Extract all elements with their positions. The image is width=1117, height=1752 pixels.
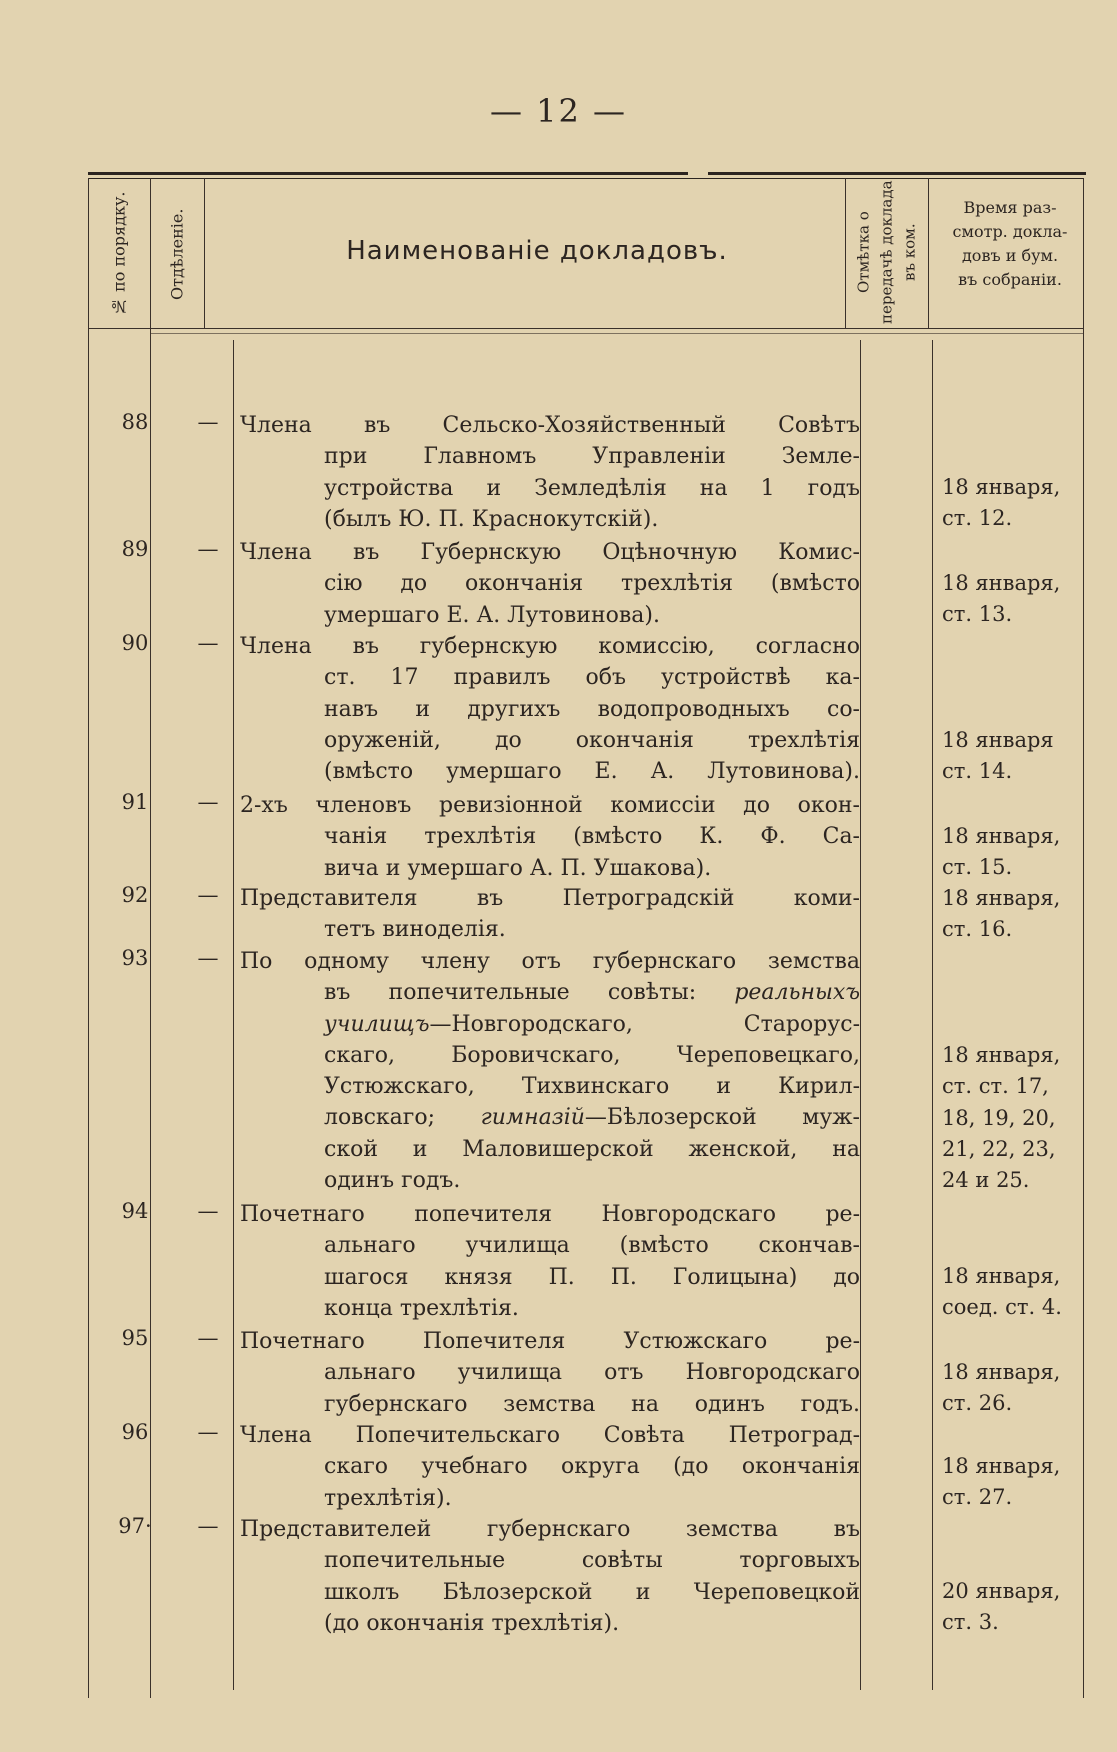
entry-line: 2-хъ членовъ ревизіонной комиссіи до окон- xyxy=(240,793,860,818)
time-line: соед. ст. 4. xyxy=(942,1295,1062,1320)
entry-department: — xyxy=(197,631,219,655)
entry-time xyxy=(942,1357,1092,1420)
entry-line: Представителя въ Петроградскій коми- xyxy=(240,886,860,911)
entry-line: устройства и Земледѣлія на 1 годъ xyxy=(324,475,860,501)
entry-number: 95 xyxy=(121,1326,149,1350)
time-line: 18 января, xyxy=(942,1360,1061,1384)
top-rule-thin xyxy=(88,178,1083,179)
entry-line: умершаго Е. А. Лутовинова). xyxy=(324,602,660,628)
column-divider xyxy=(150,178,151,1698)
entry-line: Устюжскаго, Тихвинскаго и Кирил- xyxy=(324,1074,860,1100)
entry-line: трехлѣтія). xyxy=(324,1485,452,1511)
italic-word: гимназій xyxy=(480,1105,585,1131)
entry-number: 96 xyxy=(121,1420,149,1444)
entry-line: Члена Попечительскаго Совѣта Петроград- xyxy=(240,1423,860,1448)
italic-word: реальныхъ xyxy=(734,980,860,1006)
entry-line: скаго учебнаго округа (до окончанія xyxy=(324,1454,860,1480)
entry-line: чанія трехлѣтія (вмѣсто К. Ф. Са- xyxy=(324,824,860,850)
time-line: ст. 15. xyxy=(942,855,1013,880)
entry-line: (вмѣсто умершаго Е. А. Лутовинова). xyxy=(324,759,860,785)
entry-time xyxy=(942,821,1092,884)
entry-line: навъ и другихъ водопроводныхъ со- xyxy=(324,696,860,722)
time-line: 18 января, xyxy=(942,1454,1061,1478)
time-line: ст. 16. xyxy=(942,917,1013,942)
entry-number: 88 xyxy=(121,410,149,434)
column-divider xyxy=(928,178,929,328)
time-line: 18 января, xyxy=(942,475,1061,499)
entry-line: губернскаго земства на одинъ годъ. xyxy=(324,1391,860,1417)
entry-number: 90 xyxy=(121,631,149,655)
column-divider xyxy=(860,340,861,1690)
time-line: ст. 3. xyxy=(942,1610,999,1635)
time-line: ст. 13. xyxy=(942,602,1013,627)
entry-time xyxy=(942,725,1092,788)
entry-line: тетъ виноделія. xyxy=(324,917,506,943)
time-line: 20 января, xyxy=(942,1579,1061,1603)
header-time-line: въ собраніи. xyxy=(958,270,1062,289)
entry-line: альнаго училища отъ Новгородскаго xyxy=(324,1360,860,1386)
header-title: Наименованіе докладовъ. xyxy=(346,236,728,266)
time-line: 18 января, xyxy=(942,1264,1061,1288)
time-line: 18, 19, 20, xyxy=(942,1105,1056,1130)
header-time-line: довъ и бум. xyxy=(961,246,1059,265)
time-line: 24 и 25. xyxy=(942,1168,1030,1193)
entry-line: сію до окончанія трехлѣтія (вмѣсто xyxy=(324,571,860,597)
time-line: ст. 27. xyxy=(942,1485,1013,1510)
entry-department: — xyxy=(197,1514,219,1538)
entry-department: — xyxy=(197,1326,219,1350)
time-line: ст. 14. xyxy=(942,759,1013,784)
entry-department: — xyxy=(197,883,219,907)
column-divider xyxy=(204,178,205,328)
entry-line: альнаго училища (вмѣсто скончав- xyxy=(324,1233,860,1259)
time-line: ст. 26. xyxy=(942,1391,1013,1416)
column-divider xyxy=(88,178,89,1698)
entry-line: Члена въ Сельско-Хозяйственный Совѣтъ xyxy=(240,413,860,438)
entry-line: Представителей губернскаго земства въ xyxy=(240,1517,860,1542)
column-divider xyxy=(932,340,933,1690)
entry-time xyxy=(942,1451,1092,1514)
header-department: Отдѣленіе. xyxy=(167,208,187,300)
entry-line: ст. 17 правилъ объ устройствѣ ка- xyxy=(324,665,860,691)
header-mark: Отмѣтка о передачѣ доклада въ ком. xyxy=(854,180,919,324)
entry-line: (до окончанія трехлѣтія). xyxy=(324,1610,620,1636)
entry-time xyxy=(942,1261,1092,1324)
time-line: 18 января, xyxy=(942,1043,1061,1067)
entry-line: попечительные совѣты торговыхъ xyxy=(324,1548,860,1574)
entry-title xyxy=(240,946,860,1196)
entry-line: ловскаго; гимназій—Бѣлозерской муж- xyxy=(324,1105,860,1131)
entry-line: Почетнаго Попечителя Устюжскаго ре- xyxy=(240,1329,860,1354)
time-line: 18 января xyxy=(942,728,1054,752)
entry-line: вича и умершаго А. П. Ушакова). xyxy=(324,855,712,881)
entry-title xyxy=(240,631,860,787)
italic-word: училищъ xyxy=(324,1011,430,1037)
page-number: — 12 — xyxy=(489,92,628,130)
header-time xyxy=(935,196,1085,292)
entry-line: По одному члену отъ губернскаго земства xyxy=(240,949,860,974)
entry-title xyxy=(240,410,860,535)
entry-title xyxy=(240,1326,860,1420)
column-divider xyxy=(233,340,234,1690)
entry-line: ской и Маловишерской женской, на xyxy=(324,1136,860,1162)
entry-line: въ попечительные совѣты: реальныхъ xyxy=(324,980,860,1006)
entry-time xyxy=(942,883,1092,946)
entry-number: 94 xyxy=(121,1199,149,1223)
time-line: 18 января, xyxy=(942,886,1061,910)
entry-department: — xyxy=(197,1199,219,1223)
entry-time xyxy=(942,568,1092,631)
header-time-line: смотр. докла- xyxy=(952,222,1068,241)
entry-line: Члена въ губернскую комиссію, согласно xyxy=(240,634,860,659)
entry-line: Почетнаго попечителя Новгородскаго ре- xyxy=(240,1202,860,1227)
header-rule xyxy=(88,328,1083,329)
entry-number: 89 xyxy=(121,537,149,561)
entry-time xyxy=(942,1576,1092,1639)
entry-number: 92 xyxy=(121,883,149,907)
entry-line: оруженій, до окончанія трехлѣтія xyxy=(324,727,860,753)
entry-title xyxy=(240,1420,860,1514)
entry-line: Члена въ Губернскую Оцѣночную Комис- xyxy=(240,540,860,565)
entry-department: — xyxy=(197,946,219,970)
entry-title xyxy=(240,1199,860,1324)
entry-number: 91 xyxy=(121,790,149,814)
entry-line: шагося князя П. П. Голицына) до xyxy=(324,1264,860,1290)
entry-title xyxy=(240,1514,860,1639)
entry-department: — xyxy=(197,790,219,814)
entry-department: — xyxy=(197,1420,219,1444)
time-line: ст. 12. xyxy=(942,506,1013,531)
time-line: ст. ст. 17, xyxy=(942,1074,1049,1099)
entry-line: (былъ Ю. П. Краснокутскій). xyxy=(324,506,659,532)
entry-line: училищъ—Новгородскаго, Старорус- xyxy=(324,1011,860,1037)
entry-title xyxy=(240,790,860,884)
header-time-line: Время раз- xyxy=(963,198,1057,217)
time-line: 18 января, xyxy=(942,824,1061,848)
entry-time xyxy=(942,1040,1092,1196)
entry-number: 93 xyxy=(121,946,149,970)
column-divider xyxy=(845,178,846,328)
header-number: № по порядку. xyxy=(109,191,129,317)
entry-department: — xyxy=(197,537,219,561)
entry-number: 97· xyxy=(118,1514,152,1538)
entry-line: скаго, Боровичскаго, Череповецкаго, xyxy=(324,1042,860,1068)
entry-title xyxy=(240,537,860,631)
entry-line: одинъ годъ. xyxy=(324,1168,461,1194)
entry-department: — xyxy=(197,410,219,434)
time-line: 18 января, xyxy=(942,571,1061,595)
time-line: 21, 22, 23, xyxy=(942,1136,1056,1161)
entry-line: конца трехлѣтія. xyxy=(324,1295,519,1321)
header-rule-double xyxy=(150,333,1083,334)
entry-title xyxy=(240,883,860,946)
top-rule-left xyxy=(88,172,688,175)
top-rule-right xyxy=(708,172,1086,175)
entry-time xyxy=(942,472,1092,535)
entry-line: школъ Бѣлозерской и Череповецкой xyxy=(324,1579,860,1605)
entry-line: при Главномъ Управленіи Земле- xyxy=(324,444,860,470)
